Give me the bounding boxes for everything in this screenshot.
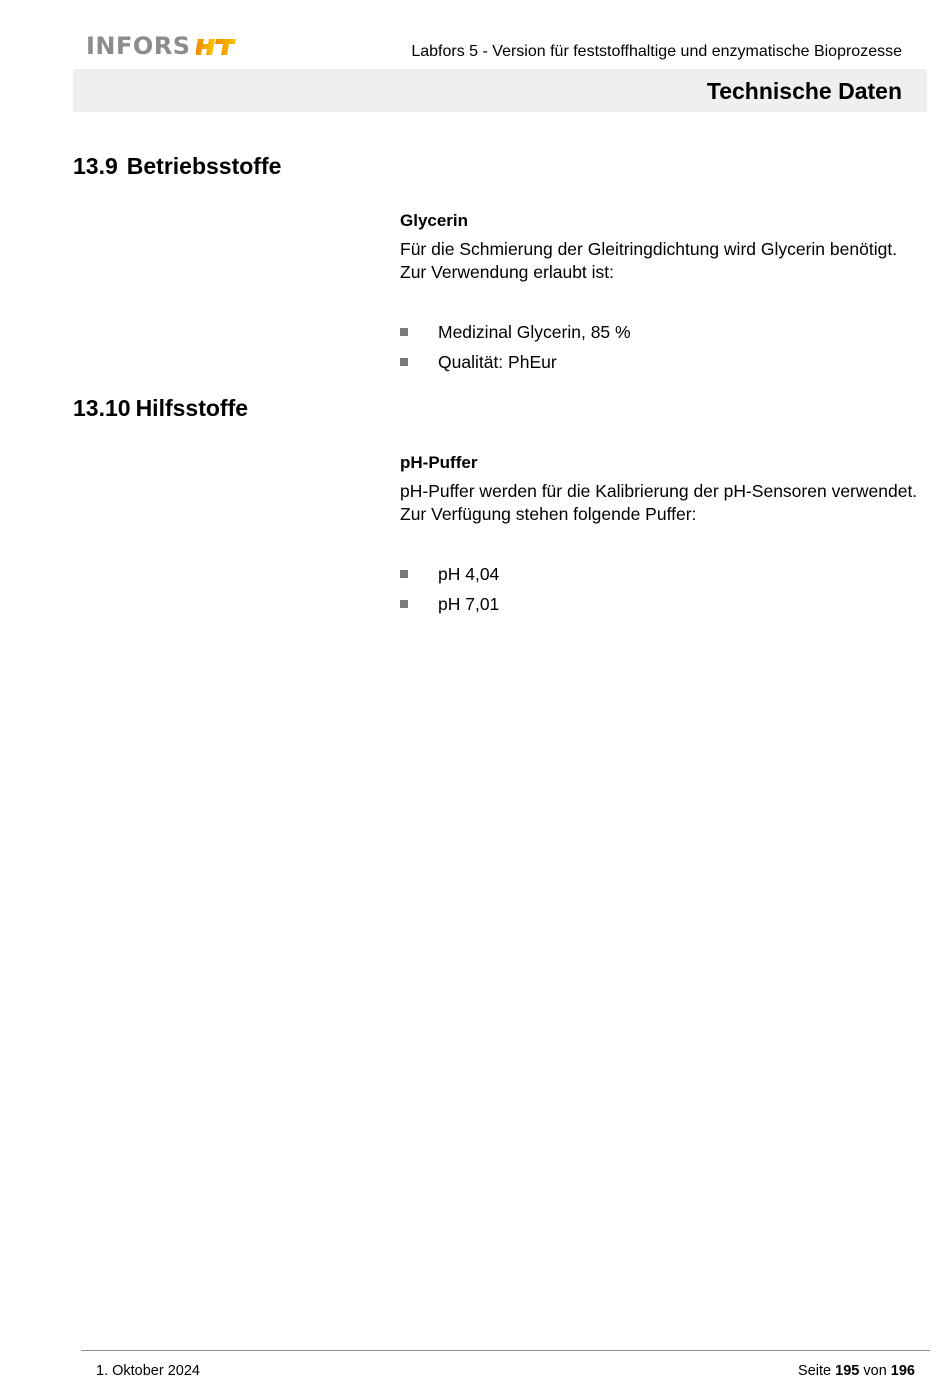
square-bullet-icon	[400, 600, 408, 608]
section-number: 13.9	[73, 153, 118, 179]
block-text	[400, 480, 940, 526]
ph-buffer-list	[400, 559, 499, 619]
page-number	[798, 1362, 915, 1380]
section-title: Betriebsstoffe	[126, 153, 282, 179]
block-title: Glycerin	[400, 211, 469, 230]
footer-date: 1. Oktober 2024	[96, 1363, 200, 1379]
ht-logo-mark-icon	[196, 34, 236, 58]
square-bullet-icon	[400, 358, 408, 366]
page-separator: von	[863, 1363, 887, 1379]
list-item	[400, 347, 631, 377]
chapter-header-bar	[73, 69, 927, 112]
logo-text: INFORS	[86, 32, 191, 60]
square-bullet-icon	[400, 570, 408, 578]
page-total: 196	[890, 1363, 915, 1379]
glycerin-list	[400, 317, 631, 377]
footer-divider	[81, 1350, 930, 1351]
text-line: pH-Puffer werden für die Kalibrierung der pH-Sensoren verwendet.	[400, 481, 918, 501]
text-line: Zur Verwendung erlaubt ist:	[400, 262, 615, 282]
block-text	[400, 238, 940, 284]
square-bullet-icon	[400, 328, 408, 336]
section-number: 13.10	[73, 395, 131, 421]
section-heading-13-10	[73, 394, 248, 422]
list-item	[400, 589, 499, 619]
block-title: pH-Puffer	[400, 453, 478, 472]
list-item-text: pH 4,04	[438, 563, 500, 584]
section-heading-13-9	[73, 152, 281, 180]
ph-buffer-block	[400, 452, 940, 526]
glycerin-block	[400, 210, 940, 284]
page-prefix: Seite	[798, 1363, 832, 1379]
text-line: Zur Verfügung stehen folgende Puffer:	[400, 504, 697, 524]
page-current: 195	[835, 1363, 860, 1379]
list-item	[400, 317, 631, 347]
list-item-text: Medizinal Glycerin, 85 %	[438, 321, 631, 342]
document-subtitle: Labfors 5 - Version für feststoffhaltige und enzymatische Bioprozesse	[411, 43, 902, 60]
section-title: Hilfsstoffe	[135, 395, 249, 421]
chapter-title: Technische Daten	[706, 78, 902, 104]
list-item-text: Qualität: PhEur	[438, 351, 557, 372]
list-item-text: pH 7,01	[438, 593, 500, 614]
text-line: Für die Schmierung der Gleitringdichtung wird Glycerin benötigt.	[400, 239, 898, 259]
list-item	[400, 559, 499, 589]
infors-ht-logo	[86, 33, 236, 59]
